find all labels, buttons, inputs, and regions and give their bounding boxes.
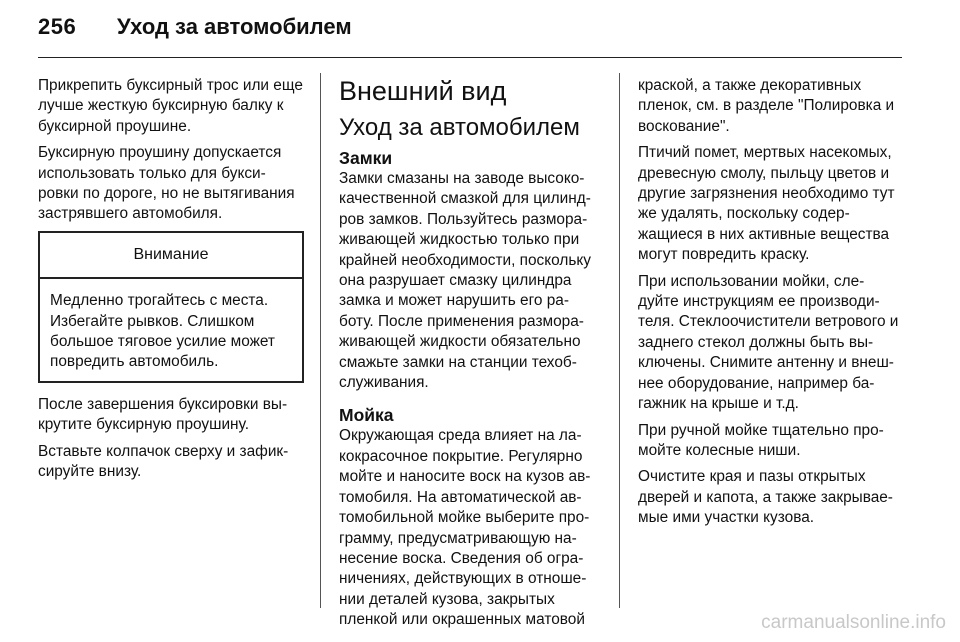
warning-box: [38, 231, 304, 383]
paragraph-contaminants: Птичий помет, мертвых насекомых, древесную смолу, пыльцу цветов и другие загрязнения необходимо тут же удалять, поскольку содер-жащиеся в них активные вещества могут повредить краску.: [638, 144, 895, 264]
column-divider-2: [619, 73, 620, 608]
paragraph-paint-films: краской, а также декоративных пленок, см. в разделе "Полировка и воскование".: [638, 77, 895, 135]
paragraph-insert-cap: Вставьте колпачок сверху и зафик-сируйте внизу.: [38, 442, 289, 481]
paragraph-tow-rope: Прикрепить буксирный трос или еще лучше жесткую буксирную балку к буксирной проушине.: [38, 77, 303, 135]
paragraph-door-edges: Очистите края и пазы открытых дверей и капота, а также закрывае-мые ими участки кузова.: [638, 468, 893, 527]
warning-text: Медленно трогайтесь с места. Избегайте рывков. Слишком большое тяговое усилие может повредить автомобиль.: [50, 292, 275, 371]
paragraph-unscrew-eye: После завершения буксировки вы-крутите буксирную проушину.: [38, 395, 288, 434]
paragraph-car-wash: При использовании мойки, сле-дуйте инструкциям ее производи-теля. Стеклоочистители ветрового и заднего стекол должны быть вы-ключены. Снимите антенну и внеш-нее оборудование, например ба-гажник на крыше и т.д.: [638, 272, 899, 413]
paragraph-locks: Замки смазаны на заводе высоко-качественной смазкой для цилинд-ров замков. Пользуйтесь размора-живающей жидкостью только при крайней необходимости, поскольку она разрушает смазку цилиндра замка и может нарушить его ра-боту. После применения размора-живающей жидкости обязательно смажьте замки на станции техоб-служивания.: [339, 170, 591, 392]
heading-washing: Мойка: [339, 405, 394, 426]
column-1: [38, 76, 304, 489]
column-divider-1: [320, 73, 321, 608]
page-number: 256: [38, 14, 77, 39]
column-2: [339, 76, 603, 637]
paragraph-manual-wash: При ручной мойке тщательно про-мойте колесные ниши.: [638, 421, 884, 459]
watermark: carmanualsonline.info: [761, 612, 946, 633]
page-title: Уход за автомобилем: [117, 14, 352, 39]
warning-heading: Внимание: [40, 233, 302, 279]
page-header: [0, 0, 960, 62]
heading-locks: Замки: [339, 148, 393, 168]
paragraph-towing-eye-usage: Буксирную проушину допускается использовать только для букси-ровки по дороге, но не вытягивания застрявшего автомобиля.: [38, 144, 295, 223]
section-title-exterior: Внешний вид: [339, 76, 507, 106]
section-subtitle-care: Уход за автомобилем: [339, 114, 580, 141]
paragraph-washing: Окружающая среда влияет на ла-кокрасочное покрытие. Регулярно мойте и наносите воск на кузов ав-томобиля. На автоматической ав-томобильной мойке выберите про-грамму, предусматривающую на-несение воска. Сведения об огра-ничениях, действующих в отноше-нии деталей кузова, закрытых пленкой или окрашенных матовой: [339, 427, 591, 629]
header-divider: [38, 57, 902, 58]
column-3: [638, 76, 902, 535]
